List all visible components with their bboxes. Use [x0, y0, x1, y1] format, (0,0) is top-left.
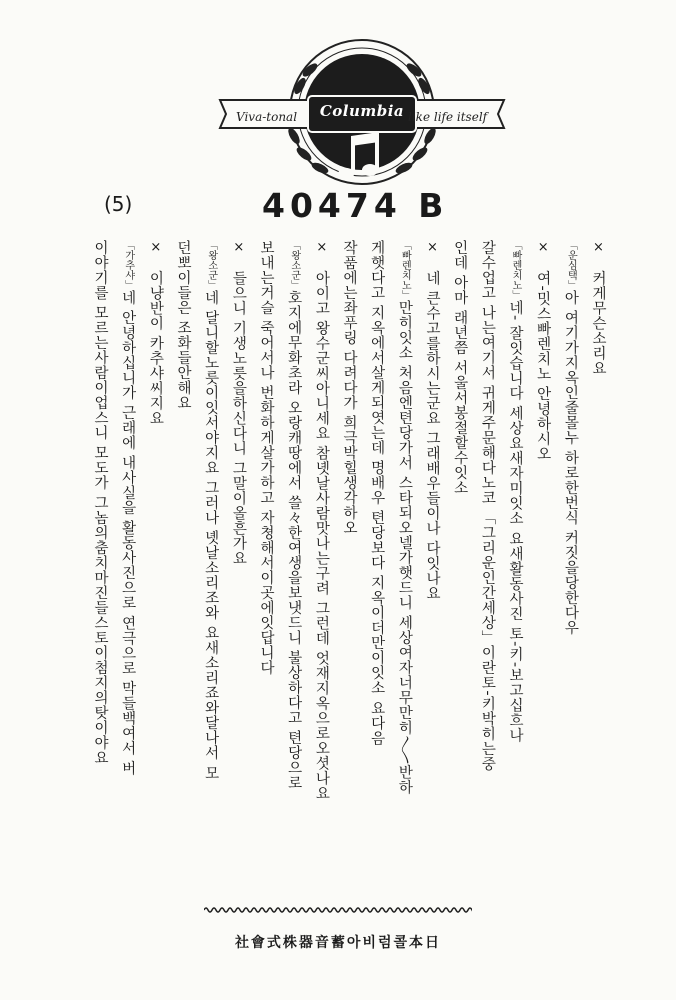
- lyric-column: [560, 240, 580, 906]
- lyric-column: [145, 240, 165, 906]
- columbia-logo: [212, 36, 512, 188]
- lyric-line: 작품에는좌푸링 다려다가 희극박힐생각하오: [341, 240, 357, 536]
- cue-mark: ×: [535, 240, 551, 256]
- publisher-footer: 社會式株器音蓄아비럼콜本日: [234, 935, 442, 951]
- lyric-column: [588, 240, 608, 906]
- lyric-line: 네 달니할노릇이잇서야지요 그러나 녯날소리조와 요새소리죠와달나서 모: [202, 290, 219, 781]
- speaker-label: 「왕소군」: [288, 240, 300, 290]
- lyric-column: [256, 240, 276, 906]
- lyric-column: [422, 240, 442, 906]
- lyric-line: 만히잇소 처음엔텬당가서 스타되오넬가햇드니 세상여자너무만히〳〵반하: [396, 300, 413, 795]
- speaker-label: 「빠렌치노」: [399, 240, 411, 300]
- record-number: 40474 B: [262, 186, 449, 225]
- cue-mark: ×: [591, 240, 606, 256]
- speaker-label: 「왕소군」: [205, 240, 217, 290]
- lyric-column: [228, 240, 248, 906]
- lyric-column: [394, 240, 414, 906]
- lyric-column: [367, 240, 387, 906]
- lyric-column: [533, 240, 553, 906]
- logo-brand-name: Columbia: [319, 102, 405, 120]
- lyric-column: [118, 240, 138, 906]
- lyric-column: [90, 240, 110, 906]
- cue-mark: ×: [231, 240, 247, 256]
- lyric-column: [311, 240, 331, 906]
- lyric-line: 여-밋스빠렌치노 안녕하시오: [534, 270, 551, 462]
- lyric-line: 이냥반이 카추샤씨지요: [147, 270, 164, 426]
- lyric-column: [339, 240, 359, 906]
- lyric-line: 인데 아마 래년쯤 서울서봉절할수잇소: [451, 240, 468, 496]
- cue-mark: ×: [148, 240, 164, 256]
- cue-mark: ×: [425, 240, 440, 256]
- lyric-column: [284, 240, 304, 906]
- lyric-line: 게햇다고 지옥에서살게되엿는데 명배우 텬당보다 지옥이더만이잇소 요다음: [368, 240, 385, 746]
- lyrics-block: [90, 240, 608, 906]
- lyric-line: 이야기를 모르는사람이업스니 모도가 그놈의춤치마진들스토이첨지의탓이야요: [92, 240, 108, 766]
- lyric-line: 네- 잘잇습니다 세상요새자미잇소 요새활동사진 토-키-보고십흐나: [507, 300, 523, 743]
- speaker-label: 「빠렌치노」: [510, 240, 521, 300]
- wavy-divider: [204, 905, 472, 915]
- lyric-line: 아이고 왕수군씨아니세요 참녯날사람맛나는구려 그런데 엇재지옥으로오셧나요: [313, 270, 330, 801]
- lyric-line: 커게무슨소리요: [590, 270, 606, 376]
- lyric-line: 네 안녕하십니가 근래에 내사실을 활동사진으로 연극으로 막들백여서 버: [119, 290, 136, 776]
- logo-left-slogan: Viva-tonal: [236, 110, 298, 124]
- lyric-line: 들으니 기생노릇을하신다니 그말이올흔가요: [230, 270, 247, 566]
- cue-mark: ×: [314, 240, 330, 256]
- lyric-line: 호지에무화초라 오랑캐땅에서 쓸々한여생을보냇드니 불상하다고 텬당으로: [285, 290, 302, 791]
- side-number: (5): [104, 192, 133, 216]
- speaker-label: 「가추샤」: [122, 240, 134, 290]
- lyric-line: 네 큰수고를하시는군요 그래배우들이나 다잇나요: [424, 270, 440, 601]
- lyric-column: [201, 240, 221, 906]
- lyric-column: [477, 240, 497, 906]
- lyric-line: 보내는거슬 죽어서나 번화하게살가하고 자쳥해서이곳에잇답니다: [258, 240, 274, 676]
- lyric-column: [450, 240, 470, 906]
- logo-right-slogan: like life itself: [408, 110, 488, 124]
- speaker-label: 「운심택」: [565, 240, 577, 290]
- lyric-column: [505, 240, 525, 906]
- lyric-line: 갈수업고 나는여기서 귀게주문해다노코 「그리운인간세상」이란토-키박히는중: [479, 240, 496, 772]
- lyric-line: 아 여기가지옥인줄몰누 하로한번식 커짓을당한다우: [562, 290, 579, 636]
- lyric-line: 던뽀이들은 조화들안해요: [175, 240, 191, 411]
- lyric-column: [173, 240, 193, 906]
